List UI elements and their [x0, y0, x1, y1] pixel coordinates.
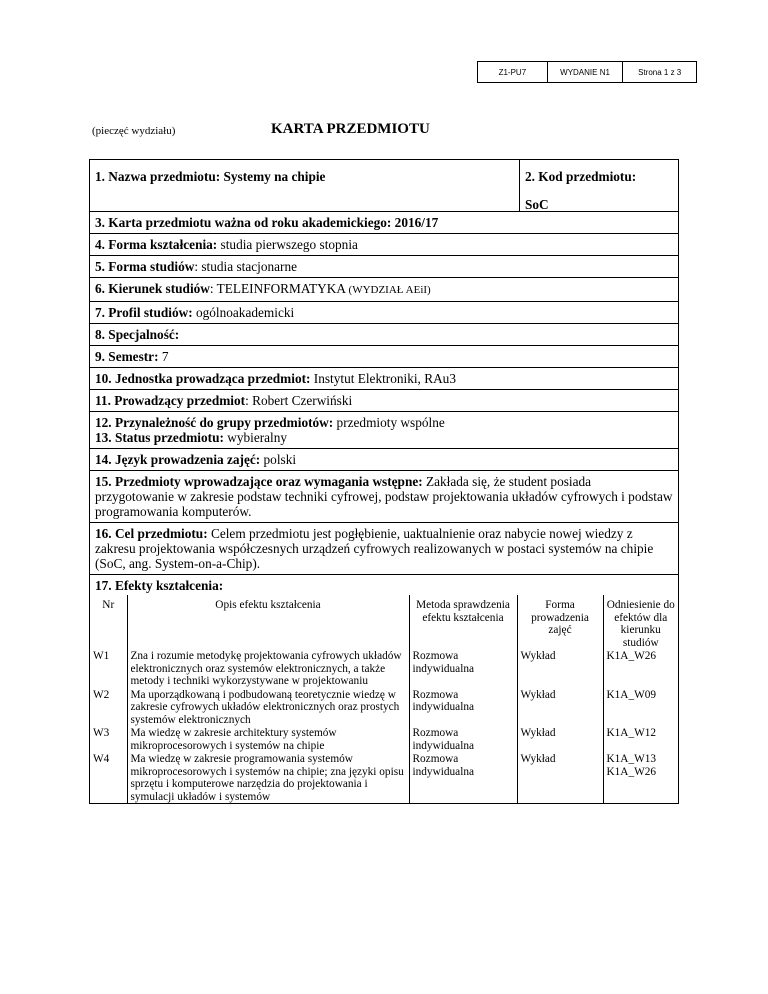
column-header: Forma prowadzenia zajęć: [517, 595, 603, 649]
study-form-value: : studia stacjonarne: [194, 259, 298, 274]
outcome-method: Rozmowa indywidualna: [409, 726, 517, 752]
row-prerequisites: [90, 471, 678, 523]
prerequisites-label: 15. Przedmioty wprowadzające oraz wymagania wstępne:: [95, 474, 423, 489]
education-form-label: 4. Forma kształcenia:: [95, 237, 218, 252]
study-profile-label: 7. Profil studiów:: [95, 305, 193, 320]
table-row: [90, 688, 678, 727]
outcome-method: Rozmowa indywidualna: [409, 752, 517, 803]
table-row: [90, 752, 678, 803]
status-value: wybieralny: [223, 430, 288, 445]
course-code-cell: [520, 160, 678, 211]
outcome-nr: W2: [90, 688, 127, 727]
table-row: [90, 726, 678, 752]
outcome-description: Ma wiedzę w zakresie programowania systemów mikroprocesorowych i systemów na chipie; zna języki opisu sprzętu i komputerowe narzędzia do projektowania i symulacji układów i systemów: [127, 752, 409, 803]
prerequisites-value: Zakłada się, że student posiada przygotowanie w zakresie podstaw techniki cyfrowej, podstaw projektowania układów cyfrowych i podstaw programowania komputerów.: [95, 474, 673, 519]
row-outcomes-title: [90, 575, 678, 595]
faculty-stamp-label: (pieczęć wydziału): [92, 125, 176, 137]
language-value: polski: [260, 452, 297, 467]
column-header: Metoda sprawdzenia efektu kształcenia: [409, 595, 517, 649]
column-header: Opis efektu kształcenia: [127, 595, 409, 649]
outcome-form: Wykład: [517, 688, 603, 727]
outcome-nr: W3: [90, 726, 127, 752]
outcome-reference: K1A_W09: [606, 688, 657, 701]
row-study-form: [90, 256, 678, 278]
unit-label: 10. Jednostka prowadząca przedmiot:: [95, 371, 311, 386]
row-semester: [90, 346, 678, 368]
field-of-study-label: 6. Kierunek studiów: [95, 281, 210, 296]
semester-value: 7: [158, 349, 169, 364]
outcome-description: Zna i rozumie metodykę projektowania cyfrowych układów elektronicznych oraz systemów elektronicznych, a także metody i techniki wykorzystywane w projektowaniu: [127, 649, 409, 688]
semester-label: 9. Semestr:: [95, 349, 159, 364]
group-label: 12. Przynależność do grupy przedmiotów:: [95, 415, 334, 430]
row-lecturer: [90, 390, 678, 412]
outcome-description: Ma wiedzę w zakresie architektury systemów mikroprocesorowych i systemów na chipie: [127, 726, 409, 752]
document-code: Z1-PU7: [478, 62, 548, 82]
outcome-reference: K1A_W12: [606, 727, 657, 739]
course-code-label: 2. Kod przedmiotu:: [525, 169, 637, 184]
row-education-form: [90, 234, 678, 256]
document-header-box: [477, 61, 697, 83]
status-label: 13. Status przedmiotu:: [95, 430, 224, 445]
edition-label: WYDANIE N1: [548, 62, 624, 82]
row-language: [90, 449, 678, 471]
row-valid-from: [90, 212, 678, 234]
row-field-of-study: [90, 278, 678, 302]
outcome-nr: W4: [90, 752, 127, 803]
outcomes-header-row: [90, 595, 678, 649]
outcome-method: Rozmowa indywidualna: [409, 649, 517, 688]
page-number: Strona 1 z 3: [638, 67, 682, 77]
row-specialty: [90, 324, 678, 346]
outcomes-table: [90, 595, 678, 803]
course-goal-label: 16. Cel przedmiotu:: [95, 526, 208, 541]
outcome-method: Rozmowa indywidualna: [409, 688, 517, 727]
outcome-form: Wykład: [517, 649, 603, 688]
row-group-status: [90, 412, 678, 449]
row-course-name-code: [90, 160, 678, 212]
outcome-reference: K1A_W26: [606, 650, 657, 662]
study-form-label: 5. Forma studiów: [95, 259, 195, 274]
course-code-value: SoC: [525, 197, 549, 212]
group-line: [95, 415, 673, 430]
group-value: przedmioty wspólne: [333, 415, 445, 430]
page-title: KARTA PRZEDMIOTU: [271, 121, 430, 137]
field-of-study-value: : TELEINFORMATYKA: [209, 281, 349, 296]
language-label: 14. Język prowadzenia zajęć:: [95, 452, 261, 467]
row-study-profile: [90, 302, 678, 324]
outcomes-label: 17. Efekty kształcenia:: [95, 578, 224, 593]
status-line: [95, 430, 673, 445]
outcome-nr: W1: [90, 649, 127, 688]
course-name-cell: [90, 160, 520, 211]
study-profile-value: ogólnoakademicki: [192, 305, 295, 320]
outcome-reference: K1A_W13 K1A_W26: [606, 753, 657, 778]
table-row: [90, 649, 678, 688]
lecturer-label: 11. Prowadzący przedmiot: [95, 393, 246, 408]
course-goal-value: Celem przedmiotu jest pogłębienie, uaktualnienie oraz nabycie nowej wiedzy z zakresu projektowania współczesnych urządzeń cyfrowych realizowanych w postaci systemów na chipie (SoC, ang. System-on-a-Chip).: [95, 526, 654, 571]
row-course-goal: [90, 523, 678, 575]
education-form-value: studia pierwszego stopnia: [217, 237, 358, 252]
unit-value: Instytut Elektroniki, RAu3: [310, 371, 456, 386]
lecturer-value: : Robert Czerwiński: [245, 393, 353, 408]
outcome-description: Ma uporządkowaną i podbudowaną teoretycznie wiedzę w zakresie cyfrowych układów elektronicznych oraz prostych systemów elektronicznych: [127, 688, 409, 727]
column-header: Odniesienie do efektów dla kierunku studiów: [606, 599, 675, 649]
column-header: Nr: [90, 595, 127, 649]
row-unit: [90, 368, 678, 390]
course-card: [89, 159, 679, 804]
outcome-form: Wykład: [517, 752, 603, 803]
faculty-name: (WYDZIAŁ AEiI): [348, 284, 431, 296]
course-name: 1. Nazwa przedmiotu: Systemy na chipie: [95, 169, 326, 184]
outcome-form: Wykład: [517, 726, 603, 752]
specialty-label: 8. Specjalność:: [95, 327, 180, 342]
valid-from: 3. Karta przedmiotu ważna od roku akademickiego: 2016/17: [95, 215, 439, 230]
